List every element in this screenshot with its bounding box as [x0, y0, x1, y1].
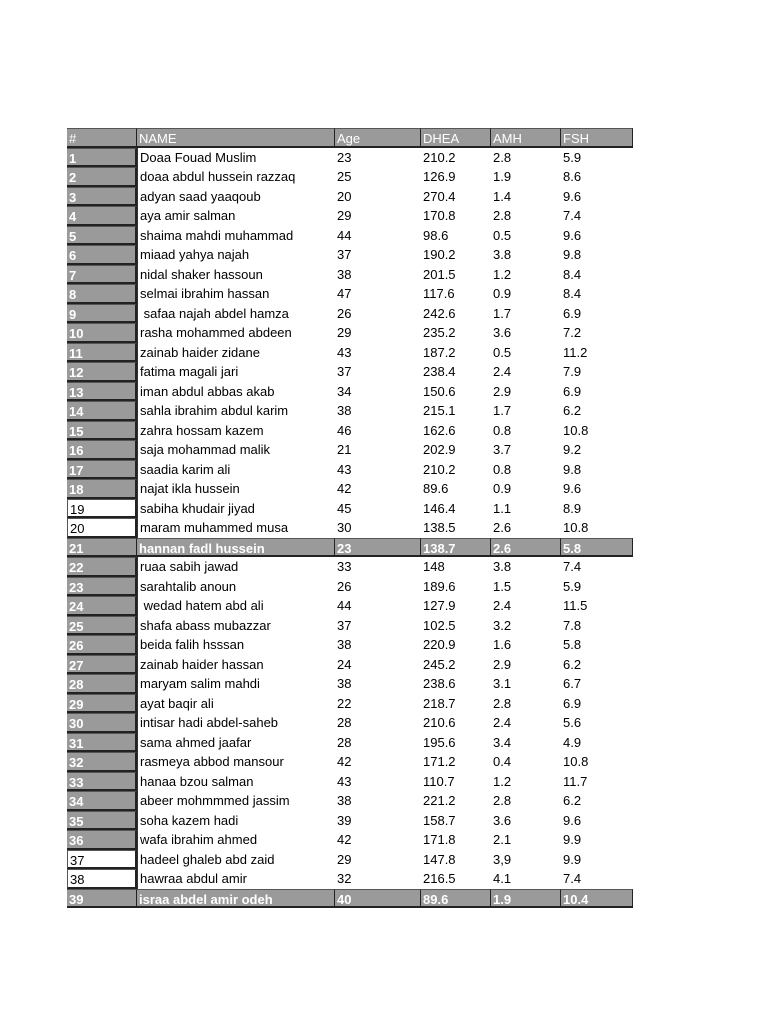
table-row [67, 889, 633, 909]
cell-age: 43 [337, 344, 352, 360]
cell-num: 30 [67, 713, 137, 733]
table-row [67, 538, 633, 558]
table-row [67, 440, 633, 460]
cell-dhea: 126.9 [423, 169, 456, 184]
cell-num: 33 [67, 772, 137, 792]
cell-name: maram muhammed musa [137, 518, 335, 538]
cell-amh: 1.9 [493, 169, 512, 184]
cell-name: rasmeya abbod mansour [137, 752, 335, 772]
cell-fsh: 6.7 [563, 676, 582, 691]
cell-amh: 3.7 [493, 442, 512, 457]
cell-age: 38 [337, 637, 352, 652]
cell-num: 27 [67, 655, 137, 675]
cell-fsh: 11.7 [563, 773, 588, 789]
cell-num: 19 [67, 499, 137, 519]
cell-num: 39 [67, 889, 137, 909]
cell-fsh: 11.5 [563, 598, 588, 613]
cell-fsh: 7.4 [563, 871, 582, 886]
cell-name: ruaa sabih jawad [137, 557, 335, 577]
cell-num: 23 [67, 577, 137, 597]
cell-age: 38 [337, 403, 352, 418]
cell-age: 37 [337, 247, 352, 262]
cell-fsh: 10.8 [563, 520, 589, 535]
cell-amh: 1.9 [491, 889, 561, 909]
cell-dhea: 171.8 [423, 832, 456, 847]
cell-fsh: 6.9 [563, 383, 582, 399]
cell-dhea: 150.6 [423, 383, 456, 399]
cell-age: 44 [337, 227, 352, 243]
table-row [67, 811, 633, 831]
cell-name: wafa ibrahim ahmed [137, 830, 335, 850]
cell-num: 20 [67, 518, 137, 538]
table-row [67, 596, 633, 616]
cell-name: miaad yahya najah [137, 245, 335, 265]
cell-name: hawraa abdul amir [137, 869, 335, 889]
table-row [67, 167, 633, 187]
cell-dhea: 89.6 [421, 889, 491, 909]
cell-fsh: 9.6 [563, 227, 582, 243]
cell-fsh: 8.9 [563, 500, 582, 516]
table-row [67, 187, 633, 207]
cell-name: shaima mahdi muhammad [137, 226, 335, 246]
table-row [67, 577, 633, 597]
cell-fsh: 5.9 [563, 149, 582, 165]
cell-amh: 2.4 [493, 598, 512, 613]
cell-fsh: 9.8 [563, 247, 582, 262]
cell-fsh: 6.2 [563, 403, 582, 418]
cell-name: maryam salim mahdi [137, 674, 335, 694]
cell-name: sahla ibrahim abdul karim [137, 401, 335, 421]
cell-age: 34 [337, 383, 352, 399]
cell-name: saja mohammad malik [137, 440, 335, 460]
header-name: NAME [137, 128, 335, 148]
cell-num: 7 [67, 265, 137, 285]
cell-age: 38 [337, 676, 352, 691]
cell-dhea: 202.9 [423, 442, 456, 457]
cell-fsh: 8.4 [563, 286, 582, 301]
cell-amh: 1.6 [493, 637, 512, 652]
cell-dhea: 89.6 [423, 481, 449, 496]
cell-num: 18 [67, 479, 137, 499]
header-age: Age [335, 128, 421, 148]
cell-amh: 1.4 [493, 188, 512, 204]
table-row [67, 616, 633, 636]
cell-age: 43 [337, 461, 352, 477]
header-dhea: DHEA [421, 128, 491, 148]
table-row [67, 343, 633, 363]
cell-name: soha kazem hadi [137, 811, 335, 831]
cell-amh: 0.9 [493, 481, 512, 496]
cell-num: 4 [67, 206, 137, 226]
cell-fsh: 7.4 [563, 208, 582, 223]
cell-name: sarahtalib anoun [137, 577, 335, 597]
cell-fsh: 7.4 [563, 559, 582, 574]
cell-dhea: 110.7 [423, 773, 455, 789]
cell-num: 15 [67, 421, 137, 441]
cell-age: 26 [337, 305, 352, 321]
table-row [67, 791, 633, 811]
cell-dhea: 245.2 [423, 656, 456, 672]
cell-num: 25 [67, 616, 137, 636]
cell-dhea: 221.2 [423, 793, 456, 808]
table-row [67, 518, 633, 538]
cell-name: selmai ibrahim hassan [137, 284, 335, 304]
cell-amh: 2.8 [493, 793, 512, 808]
cell-fsh: 7.9 [563, 364, 582, 379]
cell-num: 37 [67, 850, 137, 870]
cell-amh: 0.5 [493, 344, 512, 360]
cell-dhea: 162.6 [423, 422, 456, 438]
header-num: # [67, 128, 137, 148]
cell-amh: 1.7 [493, 403, 512, 418]
cell-num: 11 [67, 343, 137, 363]
cell-amh: 0.8 [493, 422, 512, 438]
cell-age: 38 [337, 266, 352, 282]
cell-name: adyan saad yaaqoub [137, 187, 335, 207]
cell-fsh: 7.8 [563, 617, 582, 633]
cell-num: 2 [67, 167, 137, 187]
table-row [67, 284, 633, 304]
cell-num: 3 [67, 187, 137, 207]
cell-amh: 3.2 [493, 617, 512, 633]
cell-amh: 3.8 [493, 559, 512, 574]
cell-amh: 3.6 [493, 812, 512, 828]
cell-name: intisar hadi abdel-saheb [137, 713, 335, 733]
cell-amh: 1.7 [493, 305, 512, 321]
cell-amh: 2.9 [493, 383, 512, 399]
cell-fsh: 9.8 [563, 461, 582, 477]
table-body [67, 148, 633, 909]
cell-dhea: 147.8 [423, 851, 456, 867]
cell-name: zainab haider zidane [137, 343, 335, 363]
cell-num: 22 [67, 557, 137, 577]
cell-amh: 2.6 [491, 538, 561, 558]
cell-age: 29 [337, 851, 352, 867]
cell-fsh: 10.8 [563, 422, 589, 438]
cell-age: 42 [337, 754, 352, 769]
cell-num: 17 [67, 460, 137, 480]
cell-amh: 4.1 [493, 871, 512, 886]
cell-name: hadeel ghaleb abd zaid [137, 850, 335, 870]
table-row [67, 304, 633, 324]
cell-age: 30 [337, 520, 352, 535]
cell-num: 21 [67, 538, 137, 558]
cell-amh: 2.1 [493, 832, 512, 847]
cell-fsh: 9.6 [563, 812, 582, 828]
cell-dhea: 98.6 [423, 227, 449, 243]
cell-name: sama ahmed jaafar [137, 733, 335, 753]
table-header-row [67, 128, 633, 148]
cell-fsh: 11.2 [563, 344, 588, 360]
cell-dhea: 171.2 [423, 754, 456, 769]
table-row [67, 674, 633, 694]
cell-amh: 3.1 [493, 676, 512, 691]
table-row [67, 362, 633, 382]
cell-amh: 2.8 [493, 149, 512, 165]
cell-name: safaa najah abdel hamza [137, 304, 335, 324]
cell-age: 24 [337, 656, 352, 672]
cell-age: 20 [337, 188, 352, 204]
cell-num: 32 [67, 752, 137, 772]
table-row [67, 772, 633, 792]
cell-age: 21 [337, 442, 352, 457]
cell-age: 22 [337, 695, 352, 711]
cell-num: 28 [67, 674, 137, 694]
cell-name: iman abdul abbas akab [137, 382, 335, 402]
cell-name: fatima magali jari [137, 362, 335, 382]
cell-age: 26 [337, 578, 352, 594]
header-fsh: FSH [561, 128, 633, 148]
table-row [67, 421, 633, 441]
cell-amh: 0.4 [493, 754, 512, 769]
cell-num: 31 [67, 733, 137, 753]
cell-amh: 2.9 [493, 656, 512, 672]
cell-name: ayat baqir ali [137, 694, 335, 714]
table-row [67, 382, 633, 402]
cell-fsh: 9.6 [563, 481, 582, 496]
table-row [67, 401, 633, 421]
table-row [67, 265, 633, 285]
cell-dhea: 146.4 [423, 500, 456, 516]
cell-num: 34 [67, 791, 137, 811]
table-row [67, 206, 633, 226]
cell-dhea: 138.7 [421, 538, 491, 558]
cell-num: 35 [67, 811, 137, 831]
table-row [67, 694, 633, 714]
table-row [67, 733, 633, 753]
cell-amh: 3.4 [493, 734, 512, 750]
cell-dhea: 215.1 [423, 403, 456, 418]
cell-num: 1 [67, 148, 137, 168]
cell-dhea: 170.8 [423, 208, 456, 223]
cell-name: wedad hatem abd ali [137, 596, 335, 616]
cell-name: hanaa bzou salman [137, 772, 335, 792]
cell-name: abeer mohmmmed jassim [137, 791, 335, 811]
table-row [67, 499, 633, 519]
table-row [67, 635, 633, 655]
cell-dhea: 210.6 [423, 715, 456, 730]
cell-age: 28 [337, 715, 352, 730]
table-row [67, 830, 633, 850]
cell-age: 47 [337, 286, 352, 301]
cell-amh: 2.8 [493, 695, 512, 711]
table-row [67, 323, 633, 343]
cell-amh: 2.6 [493, 520, 512, 535]
cell-age: 29 [337, 208, 352, 223]
cell-age: 23 [335, 538, 421, 558]
cell-dhea: 220.9 [423, 637, 456, 652]
table-row [67, 148, 633, 168]
cell-amh: 3,9 [493, 851, 512, 867]
cell-fsh: 5.9 [563, 578, 582, 594]
cell-dhea: 158.7 [423, 812, 456, 828]
cell-num: 24 [67, 596, 137, 616]
cell-name: aya amir salman [137, 206, 335, 226]
cell-age: 25 [337, 169, 352, 184]
cell-fsh: 10.8 [563, 754, 589, 769]
cell-amh: 1.2 [493, 266, 512, 282]
table-row [67, 713, 633, 733]
cell-age: 29 [337, 325, 352, 340]
cell-dhea: 190.2 [423, 247, 456, 262]
cell-age: 28 [337, 734, 352, 750]
cell-fsh: 6.2 [563, 793, 582, 808]
data-table [67, 128, 633, 908]
cell-num: 38 [67, 869, 137, 889]
table-row [67, 460, 633, 480]
cell-name: beida falih hsssan [137, 635, 335, 655]
cell-age: 40 [335, 889, 421, 909]
cell-age: 37 [337, 617, 352, 633]
cell-dhea: 210.2 [423, 461, 456, 477]
cell-num: 29 [67, 694, 137, 714]
cell-name: israa abdel amir odeh [137, 889, 335, 909]
cell-name: saadia karim ali [137, 460, 335, 480]
cell-num: 12 [67, 362, 137, 382]
cell-fsh: 9.9 [563, 832, 582, 847]
cell-num: 13 [67, 382, 137, 402]
cell-amh: 2.4 [493, 715, 512, 730]
cell-dhea: 201.5 [423, 266, 456, 282]
cell-amh: 0.9 [493, 286, 512, 301]
cell-age: 44 [337, 598, 352, 613]
cell-dhea: 238.4 [423, 364, 456, 379]
cell-age: 42 [337, 832, 352, 847]
cell-name: najat ikla hussein [137, 479, 335, 499]
table-row [67, 479, 633, 499]
cell-amh: 1.1 [493, 500, 512, 516]
cell-age: 43 [337, 773, 352, 789]
cell-name: Doaa Fouad Muslim [137, 148, 335, 168]
cell-fsh: 5.6 [563, 715, 582, 730]
cell-fsh: 5.8 [561, 538, 633, 558]
cell-fsh: 9.2 [563, 442, 582, 457]
cell-amh: 2.8 [493, 208, 512, 223]
cell-dhea: 218.7 [423, 695, 456, 711]
cell-fsh: 6.9 [563, 305, 582, 321]
cell-fsh: 10.4 [561, 889, 633, 909]
cell-amh: 3.6 [493, 325, 512, 340]
cell-fsh: 5.8 [563, 637, 582, 652]
cell-age: 33 [337, 559, 352, 574]
cell-age: 45 [337, 500, 352, 516]
cell-age: 37 [337, 364, 352, 379]
cell-age: 42 [337, 481, 352, 496]
cell-dhea: 102.5 [423, 617, 456, 633]
cell-age: 39 [337, 812, 352, 828]
cell-num: 9 [67, 304, 137, 324]
cell-amh: 2.4 [493, 364, 512, 379]
cell-dhea: 138.5 [423, 520, 456, 535]
cell-num: 8 [67, 284, 137, 304]
cell-dhea: 127.9 [423, 598, 456, 613]
table-row [67, 245, 633, 265]
cell-fsh: 9.9 [563, 851, 582, 867]
cell-num: 10 [67, 323, 137, 343]
cell-dhea: 117.6 [423, 286, 455, 301]
cell-fsh: 4.9 [563, 734, 582, 750]
cell-age: 38 [337, 793, 352, 808]
cell-amh: 3.8 [493, 247, 512, 262]
header-amh: AMH [491, 128, 561, 148]
cell-amh: 0.8 [493, 461, 512, 477]
cell-name: nidal shaker hassoun [137, 265, 335, 285]
cell-dhea: 235.2 [423, 325, 456, 340]
cell-amh: 1.5 [493, 578, 512, 594]
cell-dhea: 189.6 [423, 578, 456, 594]
table-row [67, 557, 633, 577]
table-row [67, 869, 633, 889]
cell-dhea: 242.6 [423, 305, 456, 321]
table-row [67, 752, 633, 772]
cell-amh: 0.5 [493, 227, 512, 243]
cell-name: shafa abass mubazzar [137, 616, 335, 636]
table-row [67, 226, 633, 246]
cell-name: doaa abdul hussein razzaq [137, 167, 335, 187]
cell-age: 32 [337, 871, 352, 886]
cell-num: 5 [67, 226, 137, 246]
cell-age: 23 [337, 149, 352, 165]
cell-age: 46 [337, 422, 352, 438]
cell-num: 16 [67, 440, 137, 460]
cell-name: sabiha khudair jiyad [137, 499, 335, 519]
cell-num: 6 [67, 245, 137, 265]
cell-dhea: 238.6 [423, 676, 456, 691]
cell-fsh: 7.2 [563, 325, 582, 340]
cell-name: zahra hossam kazem [137, 421, 335, 441]
cell-num: 26 [67, 635, 137, 655]
cell-amh: 1.2 [493, 773, 512, 789]
cell-num: 14 [67, 401, 137, 421]
cell-fsh: 8.6 [563, 169, 582, 184]
table-row [67, 655, 633, 675]
cell-fsh: 6.9 [563, 695, 582, 711]
cell-dhea: 187.2 [423, 344, 456, 360]
table-row [67, 850, 633, 870]
cell-name: hannan fadl hussein [137, 538, 335, 558]
cell-name: zainab haider hassan [137, 655, 335, 675]
cell-dhea: 270.4 [423, 188, 456, 204]
cell-dhea: 216.5 [423, 871, 456, 886]
cell-fsh: 6.2 [563, 656, 582, 672]
cell-name: rasha mohammed abdeen [137, 323, 335, 343]
cell-dhea: 148 [423, 559, 445, 574]
cell-dhea: 195.6 [423, 734, 456, 750]
cell-fsh: 8.4 [563, 266, 582, 282]
cell-dhea: 210.2 [423, 149, 456, 165]
cell-num: 36 [67, 830, 137, 850]
cell-fsh: 9.6 [563, 188, 582, 204]
